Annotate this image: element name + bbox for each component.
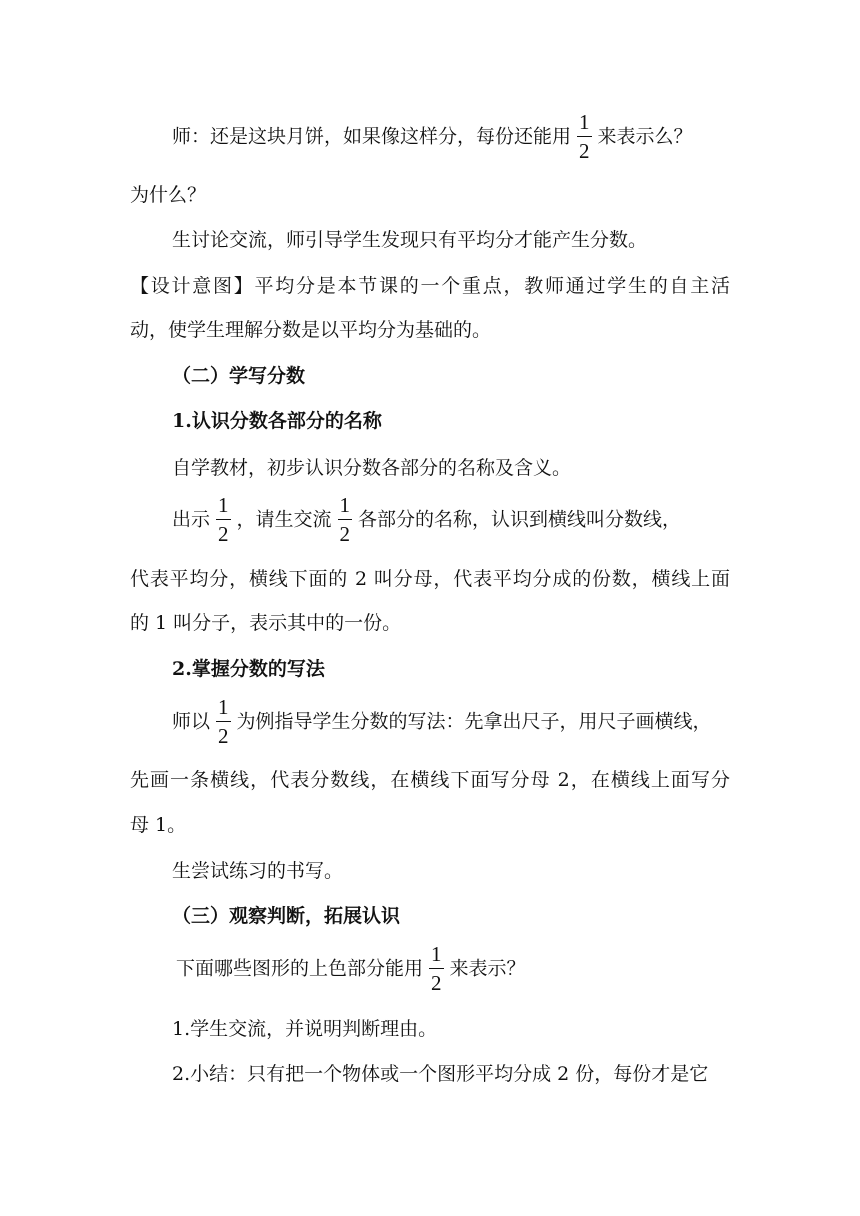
- fraction-denominator: 2: [218, 522, 229, 546]
- paragraph-5-line-2: 代表平均分，横线下面的 2 叫分母，代表平均分成的份数，横线上面: [130, 568, 730, 590]
- paragraph-6-line-3: 母 1。: [130, 814, 187, 836]
- paragraph-5-text-post: 各部分的名称，认识到横线叫分数线，: [358, 508, 682, 531]
- paragraph-5-text-mid: ，请生交流: [236, 508, 332, 531]
- fraction-bar: [338, 519, 353, 520]
- paragraph-4: 自学教材，初步认识分数各部分的名称及含义。: [172, 457, 572, 479]
- design-intent-line-1: 【设计意图】平均分是本节课的一个重点，教师通过学生的自主活: [130, 275, 730, 297]
- fraction-one-half: [216, 495, 231, 545]
- fraction-denominator: 2: [579, 139, 590, 163]
- paragraph-5-text-pre: 出示: [172, 508, 211, 531]
- fraction-one-half: [429, 944, 444, 994]
- paragraph-8: [176, 944, 526, 994]
- paragraph-1-text-before: 师：还是这块月饼，如果像这样分，每份还能用: [172, 125, 572, 148]
- paragraph-6-line-1: [172, 697, 712, 747]
- fraction-numerator: 1: [218, 695, 229, 719]
- paragraph-2: 生讨论交流，师引导学生发现只有平均分才能产生分数。: [172, 229, 648, 251]
- fraction-numerator: 1: [579, 110, 590, 134]
- list-item-1: 1.学生交流，并说明判断理由。: [172, 1018, 438, 1040]
- fraction-bar: [429, 968, 444, 969]
- fraction-denominator: 2: [339, 522, 351, 546]
- fraction-bar: [216, 721, 231, 722]
- paragraph-6-text-pre: 师以: [172, 710, 211, 733]
- paragraph-8-text-pre: 下面哪些图形的上色部分能用: [176, 957, 424, 980]
- paragraph-1-line-1: [172, 112, 693, 162]
- design-intent-line-2: 动，使学生理解分数是以平均分为基础的。: [130, 319, 492, 341]
- paragraph-7: 生尝试练习的书写。: [172, 860, 344, 882]
- fraction-one-half: [216, 697, 231, 747]
- paragraph-6-text-post: 为例指导学生分数的写法：先拿出尺子，用尺子画横线，: [236, 710, 712, 733]
- paragraph-8-text-post: 来表示？: [449, 957, 526, 980]
- fraction-denominator: 2: [218, 724, 229, 748]
- paragraph-1-line-2: 为什么？: [130, 184, 207, 206]
- subheading-2-1: 1.认识分数各部分的名称: [172, 410, 382, 432]
- fraction-numerator: 1: [431, 942, 442, 966]
- section-heading-2: （二）学写分数: [172, 365, 306, 387]
- fraction-one-half: [577, 112, 592, 162]
- fraction-denominator: 2: [431, 971, 442, 995]
- fraction-one-half: [338, 495, 353, 545]
- paragraph-6-line-2: 先画一条横线，代表分数线，在横线下面写分母 2，在横线上面写分: [130, 769, 730, 791]
- paragraph-5-line-3: 的 1 叫分子，表示其中的一份。: [130, 612, 402, 634]
- list-item-2: 2.小结：只有把一个物体或一个图形平均分成 2 份，每份才是它: [172, 1063, 709, 1085]
- section-heading-3: （三）观察判断，拓展认识: [172, 905, 401, 927]
- paragraph-1-text-after: 来表示么？: [597, 125, 693, 148]
- fraction-numerator: 1: [218, 493, 229, 517]
- subheading-2-2: 2.掌握分数的写法: [172, 658, 325, 680]
- fraction-bar: [577, 136, 592, 137]
- fraction-bar: [216, 519, 231, 520]
- fraction-numerator: 1: [339, 493, 351, 517]
- paragraph-5-line-1: [172, 495, 681, 545]
